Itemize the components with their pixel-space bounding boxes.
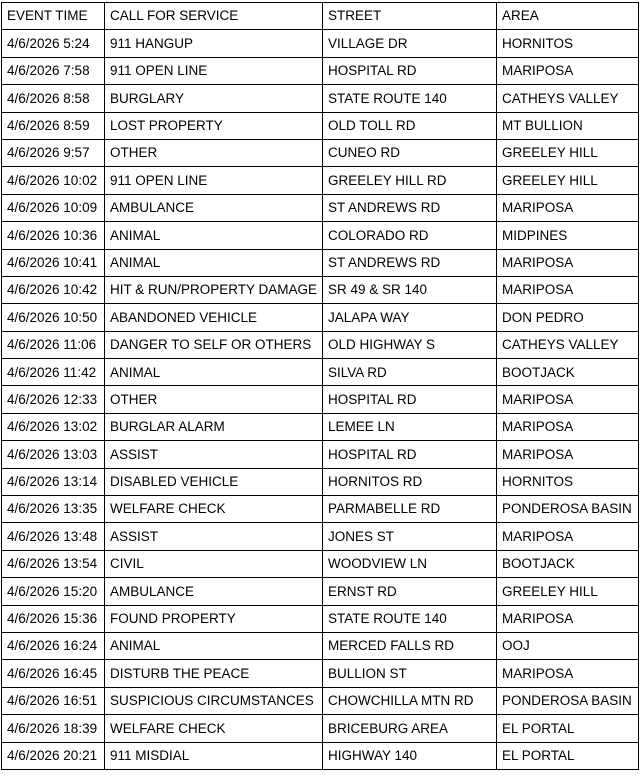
call-for-service-cell: HIT & RUN/PROPERTY DAMAGE — [105, 276, 323, 303]
area-cell: EL PORTAL — [497, 715, 639, 742]
event-time-cell: 4/6/2026 16:24 — [2, 632, 105, 659]
table-row — [2, 632, 639, 659]
event-time-cell: 4/6/2026 15:20 — [2, 578, 105, 605]
street-cell: CHOWCHILLA MTN RD — [323, 687, 497, 714]
event-time-cell: 4/6/2026 20:21 — [2, 742, 105, 769]
event-time-cell: 4/6/2026 13:02 — [2, 413, 105, 440]
street-cell: HOSPITAL RD — [323, 441, 497, 468]
call-for-service-cell: ANIMAL — [105, 359, 323, 386]
table-row — [2, 523, 639, 550]
header-row — [2, 3, 639, 30]
street-cell: OLD TOLL RD — [323, 112, 497, 139]
event-time-cell: 4/6/2026 10:02 — [2, 167, 105, 194]
call-for-service-cell: LOST PROPERTY — [105, 112, 323, 139]
table-row — [2, 742, 639, 769]
area-cell: HORNITOS — [497, 468, 639, 495]
area-cell: MT BULLION — [497, 112, 639, 139]
table-row — [2, 578, 639, 605]
area-cell: MARIPOSA — [497, 441, 639, 468]
event-time-cell: 4/6/2026 13:54 — [2, 550, 105, 577]
event-time-cell: 4/6/2026 9:57 — [2, 139, 105, 166]
table-row — [2, 30, 639, 57]
event-time-cell: 4/6/2026 11:42 — [2, 359, 105, 386]
street-cell: GREELEY HILL RD — [323, 167, 497, 194]
table-row — [2, 468, 639, 495]
area-cell: CATHEYS VALLEY — [497, 85, 639, 112]
area-cell: BOOTJACK — [497, 359, 639, 386]
area-cell: GREELEY HILL — [497, 167, 639, 194]
event-time-cell: 4/6/2026 10:42 — [2, 276, 105, 303]
table-row — [2, 550, 639, 577]
street-cell: JONES ST — [323, 523, 497, 550]
table-row — [2, 85, 639, 112]
street-cell: STATE ROUTE 140 — [323, 85, 497, 112]
event-time-cell: 4/6/2026 13:35 — [2, 496, 105, 523]
area-cell: MARIPOSA — [497, 57, 639, 84]
call-for-service-cell: OTHER — [105, 139, 323, 166]
call-for-service-cell: ANIMAL — [105, 632, 323, 659]
event-time-cell: 4/6/2026 15:36 — [2, 605, 105, 632]
area-cell: GREELEY HILL — [497, 139, 639, 166]
call-for-service-cell: 911 MISDIAL — [105, 742, 323, 769]
call-log-body — [2, 30, 639, 770]
event-time-cell: 4/6/2026 16:45 — [2, 660, 105, 687]
call-for-service-cell: BURGLAR ALARM — [105, 413, 323, 440]
call-for-service-cell: 911 OPEN LINE — [105, 167, 323, 194]
street-cell: SILVA RD — [323, 359, 497, 386]
street-cell: STATE ROUTE 140 — [323, 605, 497, 632]
event-time-cell: 4/6/2026 5:24 — [2, 30, 105, 57]
area-cell: PONDEROSA BASIN — [497, 687, 639, 714]
area-cell: MARIPOSA — [497, 523, 639, 550]
call-for-service-cell: DISABLED VEHICLE — [105, 468, 323, 495]
call-for-service-cell: ANIMAL — [105, 222, 323, 249]
call-for-service-cell: AMBULANCE — [105, 194, 323, 221]
event-time-cell: 4/6/2026 13:03 — [2, 441, 105, 468]
event-time-cell: 4/6/2026 11:06 — [2, 331, 105, 358]
call-for-service-cell: WELFARE CHECK — [105, 496, 323, 523]
area-cell: MARIPOSA — [497, 413, 639, 440]
street-cell: ST ANDREWS RD — [323, 194, 497, 221]
table-row — [2, 276, 639, 303]
call-for-service-cell: ANIMAL — [105, 249, 323, 276]
call-for-service-cell: BURGLARY — [105, 85, 323, 112]
area-cell: BOOTJACK — [497, 550, 639, 577]
call-for-service-cell: FOUND PROPERTY — [105, 605, 323, 632]
table-row — [2, 359, 639, 386]
street-cell: CUNEO RD — [323, 139, 497, 166]
event-time-cell: 4/6/2026 8:59 — [2, 112, 105, 139]
header-event-time: EVENT TIME — [2, 3, 105, 30]
event-time-cell: 4/6/2026 10:36 — [2, 222, 105, 249]
area-cell: GREELEY HILL — [497, 578, 639, 605]
call-for-service-cell: CIVIL — [105, 550, 323, 577]
table-row — [2, 167, 639, 194]
call-log-table — [1, 2, 639, 770]
table-row — [2, 605, 639, 632]
area-cell: MARIPOSA — [497, 660, 639, 687]
call-for-service-cell: 911 OPEN LINE — [105, 57, 323, 84]
area-cell: MIDPINES — [497, 222, 639, 249]
table-row — [2, 687, 639, 714]
event-time-cell: 4/6/2026 18:39 — [2, 715, 105, 742]
event-time-cell: 4/6/2026 7:58 — [2, 57, 105, 84]
table-row — [2, 331, 639, 358]
area-cell: MARIPOSA — [497, 249, 639, 276]
street-cell: MERCED FALLS RD — [323, 632, 497, 659]
call-for-service-cell: OTHER — [105, 386, 323, 413]
call-for-service-cell: 911 HANGUP — [105, 30, 323, 57]
area-cell: EL PORTAL — [497, 742, 639, 769]
area-cell: MARIPOSA — [497, 194, 639, 221]
call-for-service-cell: ASSIST — [105, 441, 323, 468]
street-cell: HIGHWAY 140 — [323, 742, 497, 769]
event-time-cell: 4/6/2026 12:33 — [2, 386, 105, 413]
area-cell: HORNITOS — [497, 30, 639, 57]
call-for-service-cell: ASSIST — [105, 523, 323, 550]
table-row — [2, 386, 639, 413]
area-cell: PONDEROSA BASIN — [497, 496, 639, 523]
street-cell: ERNST RD — [323, 578, 497, 605]
area-cell: MARIPOSA — [497, 276, 639, 303]
street-cell: BULLION ST — [323, 660, 497, 687]
street-cell: LEMEE LN — [323, 413, 497, 440]
street-cell: OLD HIGHWAY S — [323, 331, 497, 358]
area-cell: MARIPOSA — [497, 386, 639, 413]
header-street: STREET — [323, 3, 497, 30]
event-time-cell: 4/6/2026 10:50 — [2, 304, 105, 331]
street-cell: COLORADO RD — [323, 222, 497, 249]
street-cell: PARMABELLE RD — [323, 496, 497, 523]
table-row — [2, 139, 639, 166]
table-row — [2, 413, 639, 440]
table-row — [2, 496, 639, 523]
table-row — [2, 249, 639, 276]
call-for-service-cell: SUSPICIOUS CIRCUMSTANCES — [105, 687, 323, 714]
street-cell: HOSPITAL RD — [323, 57, 497, 84]
call-for-service-cell: ABANDONED VEHICLE — [105, 304, 323, 331]
table-row — [2, 194, 639, 221]
area-cell: OOJ — [497, 632, 639, 659]
call-for-service-cell: AMBULANCE — [105, 578, 323, 605]
street-cell: HOSPITAL RD — [323, 386, 497, 413]
event-time-cell: 4/6/2026 8:58 — [2, 85, 105, 112]
table-row — [2, 57, 639, 84]
table-row — [2, 715, 639, 742]
table-row — [2, 441, 639, 468]
call-for-service-cell: DISTURB THE PEACE — [105, 660, 323, 687]
event-time-cell: 4/6/2026 10:41 — [2, 249, 105, 276]
table-row — [2, 304, 639, 331]
street-cell: BRICEBURG AREA — [323, 715, 497, 742]
area-cell: CATHEYS VALLEY — [497, 331, 639, 358]
street-cell: HORNITOS RD — [323, 468, 497, 495]
event-time-cell: 4/6/2026 16:51 — [2, 687, 105, 714]
street-cell: WOODVIEW LN — [323, 550, 497, 577]
street-cell: SR 49 & SR 140 — [323, 276, 497, 303]
table-row — [2, 112, 639, 139]
table-row — [2, 660, 639, 687]
street-cell: VILLAGE DR — [323, 30, 497, 57]
event-time-cell: 4/6/2026 13:14 — [2, 468, 105, 495]
event-time-cell: 4/6/2026 13:48 — [2, 523, 105, 550]
table-row — [2, 222, 639, 249]
call-for-service-cell: DANGER TO SELF OR OTHERS — [105, 331, 323, 358]
header-area: AREA — [497, 3, 639, 30]
area-cell: DON PEDRO — [497, 304, 639, 331]
area-cell: MARIPOSA — [497, 605, 639, 632]
street-cell: ST ANDREWS RD — [323, 249, 497, 276]
call-for-service-cell: WELFARE CHECK — [105, 715, 323, 742]
street-cell: JALAPA WAY — [323, 304, 497, 331]
event-time-cell: 4/6/2026 10:09 — [2, 194, 105, 221]
header-call-for-service: CALL FOR SERVICE — [105, 3, 323, 30]
